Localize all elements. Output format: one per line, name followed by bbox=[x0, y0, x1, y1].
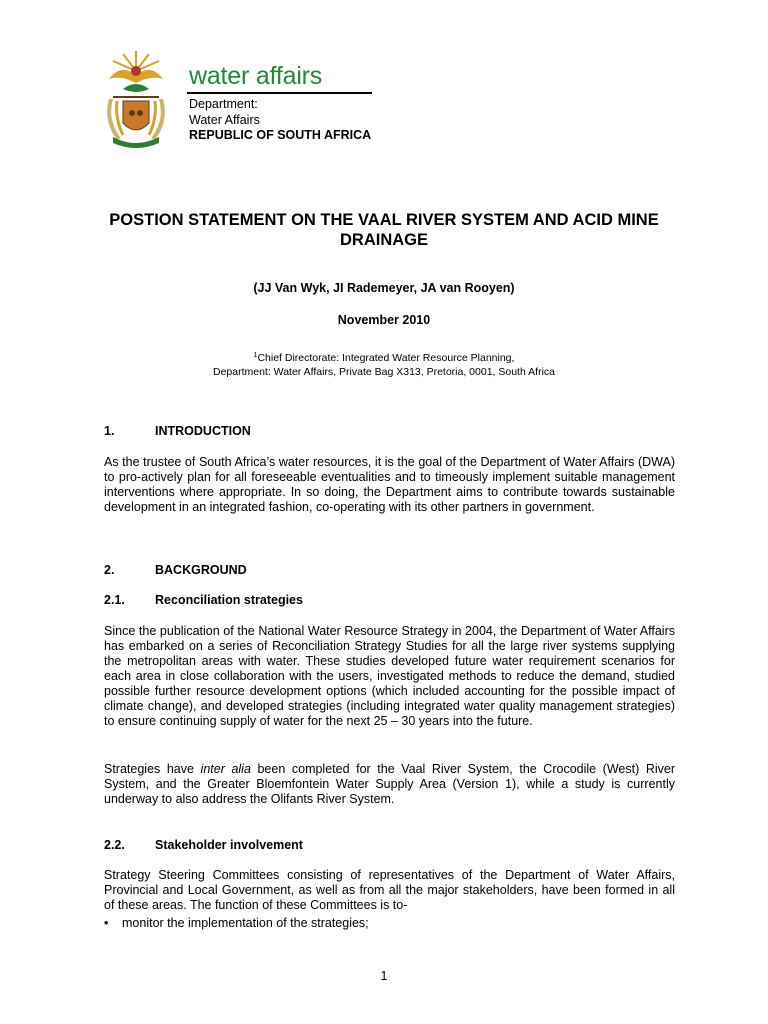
department-block bbox=[189, 97, 371, 144]
subsection-title: Reconciliation strategies bbox=[155, 593, 303, 607]
paragraph-reconciliation-1: Since the publication of the National Water Resource Strategy in 2004, the Department of Water Affairs has embarked on a series of Reconciliation Strategy Studies for all the large river systems supplying the metropolitan areas with water. These studies developed future water requirement scenarios for each area in close collaboration with the users, investigated methods to reduce the demand, studied possible further resource development options (which included accounting for the possible impact of climate change), and developed strategies (including integrated water quality management strategies) to ensure continuing supply of water for the next 25 – 30 years into the future. bbox=[104, 624, 675, 728]
paragraph-text: been completed for the Vaal River System, the Crocodile (West) River System, and the Greater Bloemfontein Water Supply Area (Version 1), while a study is currently underway to also address the Olifants River System. bbox=[104, 762, 675, 806]
coat-of-arms-icon bbox=[101, 49, 171, 151]
subsection-heading-stakeholder bbox=[104, 838, 303, 852]
paragraph-text: Strategies have bbox=[104, 762, 201, 776]
subsection-title: Stakeholder involvement bbox=[155, 838, 303, 852]
page-number: 1 bbox=[380, 969, 388, 983]
section-number: 2. bbox=[104, 563, 115, 577]
affiliation-line-1: Chief Directorate: Integrated Water Resource Planning, bbox=[257, 352, 515, 364]
subsection-heading-reconciliation bbox=[104, 593, 303, 607]
section-number: 1. bbox=[104, 424, 115, 438]
affiliation-marker: 1 bbox=[253, 352, 258, 359]
paragraph-introduction: As the trustee of South Africa’s water resources, it is the goal of the Department of Water Affairs (DWA) to pro-actively plan for all foreseeable eventualities and to timeously implement suitable management interventions where appropriate. In so doing, the Department aims to contribute towards sustainable development in an integrated fashion, co-operating with its other partners in government. bbox=[104, 455, 675, 514]
brand-divider bbox=[187, 92, 372, 94]
subsection-number: 2.2. bbox=[104, 838, 125, 852]
bullet-icon: • bbox=[104, 916, 109, 930]
emphasis-text: inter alia bbox=[200, 762, 251, 776]
section-heading-introduction bbox=[104, 424, 251, 438]
section-title: BACKGROUND bbox=[155, 563, 247, 577]
affiliation-line-2: Department: Water Affairs, Private Bag X313, Pretoria, 0001, South Africa bbox=[212, 366, 555, 378]
bullet-item bbox=[104, 916, 369, 930]
paragraph-reconciliation-2 bbox=[104, 762, 675, 807]
document-title bbox=[100, 210, 668, 250]
authors: (JJ Van Wyk, JI Rademeyer, JA van Rooyen) bbox=[253, 281, 515, 295]
affiliation bbox=[100, 351, 668, 379]
brand-wordmark: water affairs bbox=[189, 62, 323, 90]
section-title: INTRODUCTION bbox=[155, 424, 251, 438]
department-name: Water Affairs bbox=[189, 112, 260, 127]
title-line-1: POSTION STATEMENT ON THE VAAL RIVER SYSTEM AND ACID MINE bbox=[109, 211, 659, 229]
title-line-2: DRAINAGE bbox=[339, 231, 428, 249]
country-name: REPUBLIC OF SOUTH AFRICA bbox=[189, 128, 372, 142]
department-label: Department: bbox=[189, 97, 258, 111]
publication-date: November 2010 bbox=[337, 313, 431, 327]
subsection-number: 2.1. bbox=[104, 593, 125, 607]
section-heading-background bbox=[104, 563, 247, 577]
bullet-text: monitor the implementation of the strategies; bbox=[122, 916, 369, 930]
paragraph-stakeholder: Strategy Steering Committees consisting of representatives of the Department of Water Affairs, Provincial and Local Government, as well as from all the major stakeholders, have been formed in all of these areas. The function of these Committees is to- bbox=[104, 868, 675, 912]
